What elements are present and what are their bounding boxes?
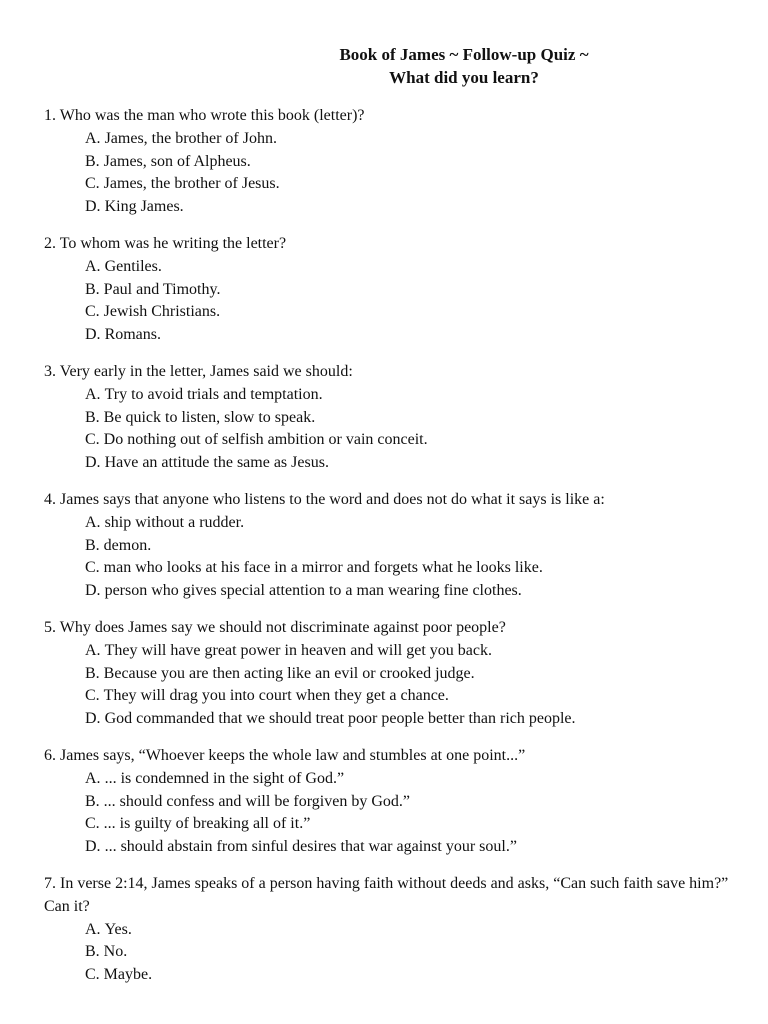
- option-text: They will have great power in heaven and will get you back.: [104, 641, 492, 659]
- option-text: King James.: [104, 198, 184, 216]
- question-text: 3. Very early in the letter, James said we should:: [44, 362, 353, 380]
- option-text: Romans.: [104, 326, 162, 344]
- answer-option: [44, 452, 744, 475]
- answer-option: [44, 279, 744, 302]
- question-list: [44, 105, 744, 1001]
- option-letter: A.: [85, 769, 101, 787]
- option-letter: D.: [85, 454, 101, 472]
- option-text: Paul and Timothy.: [103, 280, 221, 298]
- option-text: Because you are then acting like an evil or crooked judge.: [103, 664, 475, 682]
- option-letter: B.: [85, 792, 100, 810]
- option-text: Do nothing out of selfish ambition or vain conceit.: [103, 431, 428, 449]
- option-text: man who looks at his face in a mirror and forgets what he looks like.: [103, 559, 543, 577]
- answer-option: [44, 173, 744, 196]
- option-letter: D.: [85, 710, 101, 728]
- option-letter: A.: [85, 385, 101, 403]
- answer-option: [44, 941, 744, 964]
- option-letter: A.: [85, 129, 101, 147]
- question-item: [44, 617, 744, 731]
- question-text: 7. In verse 2:14, James speaks of a person having faith without deeds and asks, “Can such faith save him?” Can it?: [44, 874, 729, 915]
- question-text: 4. James says that anyone who listens to the word and does not do what it says is like a:: [44, 490, 605, 508]
- option-letter: D.: [85, 198, 101, 216]
- option-letter: C.: [85, 687, 100, 705]
- option-text: Be quick to listen, slow to speak.: [103, 408, 316, 426]
- option-letter: B.: [85, 280, 100, 298]
- option-letter: B.: [85, 152, 100, 170]
- answer-option: [44, 813, 744, 836]
- option-text: No.: [103, 943, 128, 961]
- option-text: Gentiles.: [104, 257, 162, 275]
- question-text: 6. James says, “Whoever keeps the whole law and stumbles at one point...”: [44, 746, 526, 764]
- answer-option: [44, 407, 744, 430]
- option-letter: D.: [85, 582, 101, 600]
- option-letter: D.: [85, 326, 101, 344]
- option-letter: C.: [85, 175, 100, 193]
- question-text: 5. Why does James say we should not discriminate against poor people?: [44, 618, 506, 636]
- option-letter: C.: [85, 559, 100, 577]
- answer-option: [44, 964, 744, 987]
- question-item: [44, 745, 744, 859]
- answer-option: [44, 663, 744, 686]
- answer-option: [44, 128, 744, 151]
- option-text: James, son of Alpheus.: [103, 152, 251, 170]
- title-line-2: What did you learn?: [389, 68, 539, 87]
- question-item: [44, 105, 744, 219]
- answer-option: [44, 836, 744, 859]
- answer-option: [44, 301, 744, 324]
- answer-option: [44, 256, 744, 279]
- option-letter: B.: [85, 943, 100, 961]
- answer-option: [44, 512, 744, 535]
- option-text: ... is condemned in the sight of God.”: [104, 769, 345, 787]
- option-letter: C.: [85, 815, 100, 833]
- option-letter: A.: [85, 641, 101, 659]
- option-text: ... is guilty of breaking all of it.”: [103, 815, 311, 833]
- answer-option: [44, 919, 744, 942]
- option-text: They will drag you into court when they get a chance.: [103, 687, 449, 705]
- answer-option: [44, 535, 744, 558]
- answer-option: [44, 768, 744, 791]
- quiz-title: [240, 43, 688, 89]
- answer-option: [44, 429, 744, 452]
- answer-option: [44, 580, 744, 603]
- option-text: God commanded that we should treat poor people better than rich people.: [104, 710, 576, 728]
- option-text: Maybe.: [103, 966, 153, 984]
- answer-option: [44, 151, 744, 174]
- option-text: Have an attitude the same as Jesus.: [104, 454, 329, 472]
- option-text: Yes.: [104, 920, 132, 938]
- answer-option: [44, 685, 744, 708]
- option-letter: C.: [85, 966, 100, 984]
- option-text: ... should abstain from sinful desires that war against your soul.”: [104, 838, 517, 856]
- option-letter: B.: [85, 536, 100, 554]
- option-letter: C.: [85, 303, 100, 321]
- option-text: ... should confess and will be forgiven by God.”: [103, 792, 410, 810]
- answer-option: [44, 791, 744, 814]
- option-letter: A.: [85, 257, 101, 275]
- title-line-1: Book of James ~ Follow-up Quiz ~: [339, 45, 589, 64]
- option-text: James, the brother of Jesus.: [103, 175, 280, 193]
- answer-option: [44, 196, 744, 219]
- question-item: [44, 873, 744, 987]
- question-text: 2. To whom was he writing the letter?: [44, 234, 287, 252]
- question-item: [44, 233, 744, 347]
- answer-option: [44, 324, 744, 347]
- question-text: 1. Who was the man who wrote this book (letter)?: [44, 107, 365, 124]
- option-text: person who gives special attention to a man wearing fine clothes.: [104, 582, 522, 600]
- option-text: demon.: [103, 536, 152, 554]
- option-text: Jewish Christians.: [103, 303, 221, 321]
- option-letter: A.: [85, 513, 101, 531]
- answer-option: [44, 708, 744, 731]
- option-text: Try to avoid trials and temptation.: [104, 385, 323, 403]
- option-text: ship without a rudder.: [104, 513, 245, 531]
- option-letter: B.: [85, 664, 100, 682]
- answer-option: [44, 384, 744, 407]
- question-item: [44, 489, 744, 603]
- option-letter: B.: [85, 408, 100, 426]
- answer-option: [44, 640, 744, 663]
- option-letter: A.: [85, 920, 101, 938]
- answer-option: [44, 557, 744, 580]
- option-letter: D.: [85, 838, 101, 856]
- option-text: James, the brother of John.: [104, 129, 277, 147]
- option-letter: C.: [85, 431, 100, 449]
- question-item: [44, 361, 744, 475]
